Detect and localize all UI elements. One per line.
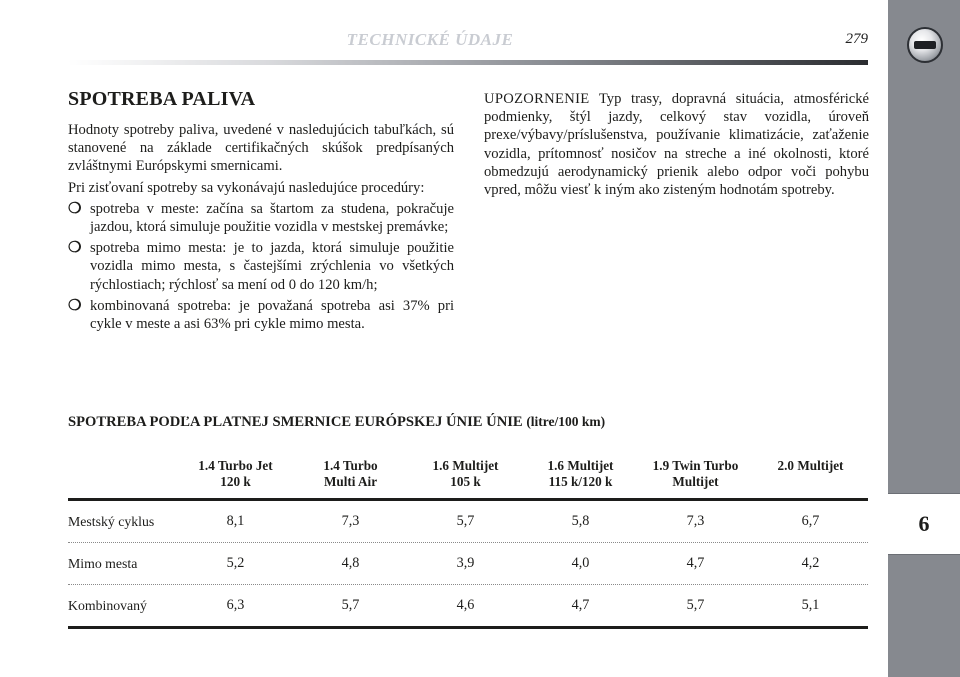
table-cell: 6,7 [801, 513, 820, 529]
table-cell: 5,7 [341, 597, 360, 613]
row-label: Mimo mesta [68, 555, 138, 571]
column-header-line1: 1.6 Multijet [432, 458, 499, 473]
table-cell: 4,7 [686, 555, 705, 571]
section-title: SPOTREBA PALIVA [68, 88, 256, 110]
table-cell: 6,3 [226, 597, 245, 613]
running-header-title: TECHNICKÉ ÚDAJE [346, 30, 514, 49]
list-item [68, 297, 454, 333]
procedure-paragraph: Pri zisťovaní spotreby sa vykonávajú nasledujúce procedúry: [68, 179, 425, 196]
note-paragraph [484, 90, 869, 199]
table-unit: (litre/100 km) [526, 414, 606, 429]
table-cell: 4,6 [456, 597, 475, 613]
list-item [68, 200, 454, 236]
table-cell: 8,1 [226, 513, 245, 529]
table-title-text: SPOTREBA PODĽA PLATNEJ SMERNICE EURÓPSKEJ ÚNIE ÚNIE [68, 414, 523, 430]
lancia-shield-icon [907, 27, 943, 63]
table-cell: 5,1 [801, 597, 820, 613]
table-cell: 4,0 [571, 555, 590, 571]
bullet-circle-icon: ❍ [68, 297, 82, 314]
left-column [68, 121, 454, 336]
note-text: Typ trasy, dopravná situácia, atmosférické podmienky, štýl jazdy, celkový stav vozidla, úroveň prexe/výbavy/príslušenstva, používanie klimatizácie, zaťaženie vozidla, prítomnosť nosičov na streche a iné okolnosti, ktoré obmedzujú aerodynamický prienik alebo odpor voči pohybu vpred, môžu viesť k iným ako zisteným hodnotám spotreby. [484, 91, 869, 199]
table-row [68, 501, 868, 543]
procedure-list [68, 200, 454, 333]
table-cell: 5,7 [686, 597, 705, 613]
column-header-line1: 1.9 Twin Turbo [652, 458, 739, 473]
table-header-row [68, 450, 868, 498]
column-header-line1: 2.0 Multijet [777, 458, 844, 473]
column-header-line2: Multi Air [323, 474, 378, 489]
table-row [68, 543, 868, 585]
column-header [523, 450, 638, 498]
intro-paragraph: Hodnoty spotreby paliva, uvedené v nasledujúcich tabuľkách, sú stanovené na základe certifikačných skúšok predpísaných zvláštnymi Európskymi smernicami. [68, 122, 454, 175]
bullet-circle-icon: ❍ [68, 240, 82, 257]
column-header-line2: 115 k/120 k [548, 474, 613, 489]
logo-band [914, 41, 936, 49]
row-label: Mestský cyklus [68, 513, 155, 529]
column-header [178, 450, 293, 498]
row-label: Kombinovaný [68, 597, 147, 613]
page-number: 279 [845, 31, 868, 47]
column-header [293, 450, 408, 498]
table-cell: 7,3 [341, 513, 360, 529]
chapter-tab[interactable]: 6 [888, 493, 960, 555]
note-label: UPOZORNENIE [484, 91, 590, 107]
column-header-line1: 1.4 Turbo [323, 458, 378, 473]
column-header-line2: 105 k [450, 474, 481, 489]
list-item-text: spotreba v meste: začína sa štartom za studena, pokračuje jazdou, ktorá simuluje použitie vozidla v mestskej premávke; [90, 200, 454, 236]
column-header-line2: Multijet [672, 474, 719, 489]
table-cell: 4,8 [341, 555, 360, 571]
table-cell: 4,2 [801, 555, 820, 571]
column-header [638, 450, 753, 498]
column-header [753, 450, 868, 498]
table-cell: 3,9 [456, 555, 475, 571]
header-rule [68, 60, 868, 65]
header-spacer [68, 450, 178, 498]
table-cell: 7,3 [686, 513, 705, 529]
table-cell: 5,2 [226, 555, 245, 571]
column-header [408, 450, 523, 498]
list-item-text: spotreba mimo mesta: je to jazda, ktorá simuluje použitie vozidla mimo mesta, s častejšími zrýchlenia vo všetkých rýchlostiach; rýchlosť sa mení od 0 do 120 km/h; [90, 240, 454, 293]
table-cell: 4,7 [571, 597, 590, 613]
side-tab [888, 0, 960, 677]
bullet-circle-icon: ❍ [68, 200, 82, 217]
right-column [484, 90, 869, 202]
table-cell: 5,7 [456, 513, 475, 529]
table-row [68, 585, 868, 626]
list-item-text: kombinovaná spotreba: je považaná spotreba asi 37% pri cykle v meste a asi 63% pri cykle mimo mesta. [90, 297, 454, 333]
column-header-line1: 1.6 Multijet [547, 458, 614, 473]
table-footer-rule [68, 626, 868, 629]
table-title [68, 414, 605, 431]
consumption-table [68, 450, 868, 629]
column-header-line1: 1.4 Turbo Jet [198, 458, 273, 473]
table-cell: 5,8 [571, 513, 590, 529]
column-header-line2: 120 k [220, 474, 251, 489]
list-item [68, 239, 454, 294]
